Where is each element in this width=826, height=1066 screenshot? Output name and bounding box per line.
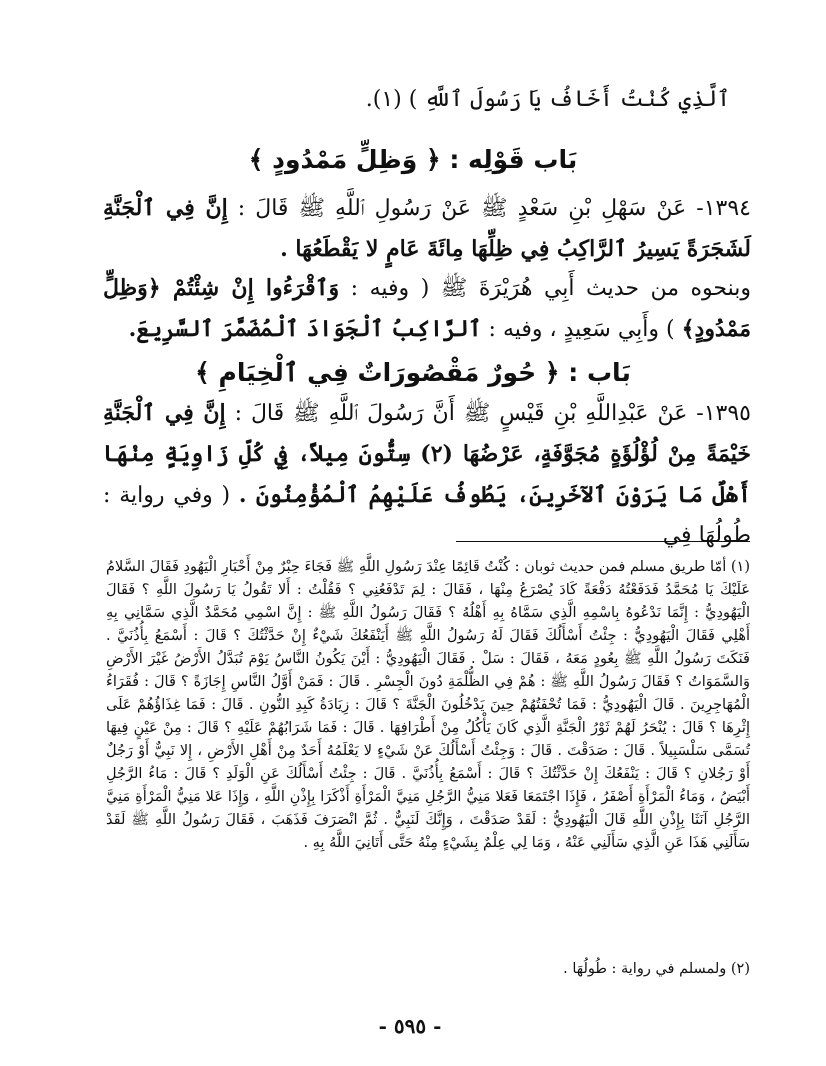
hadith-1395-intro: ١٣٩٥- عَنْ عَبْدِاللَّهِ بْنِ قَيْسٍ ﷺ أَنَّ رَسُولَ ٱللَّهِ ﷺ قَالَ : [225, 401, 751, 426]
footnote-divider [456, 541, 750, 542]
footnote-1: (١) أمّا طريق مسلم فمن حديث ثوبان : كُنْتُ قَائِمًا عِنْدَ رَسُولِ اللَّهِ ﷺ فَجَاءَ حِبْرٌ مِنْ أَحْبَارِ الْيَهُودِ فَقَالَ السَّلامُ عَلَيْكَ يَا مُحَمَّدُ فَدَفَعْتُهُ دَفْعَةً كَادَ يُصْرَعُ مِنْهَا ، فَقَالَ : لِمَ تَدْفَعُنِي ؟ فَقُلْتُ : أَلا تَقُولُ يَا رَسُولَ اللَّهِ ؟ فَقَالَ الْيَهُودِيُّ : إِنَّمَا نَدْعُوهُ بِاسْمِهِ الَّذِي سَمَّاهُ بِهِ أَهْلُهُ ؟ فَقَالَ رَسُولُ اللَّهِ ﷺ : إِنَّ اسْمِي مُحَمَّدٌ الَّذِي سَمَّانِي بِهِ أَهْلِي فَقَالَ الْيَهُودِيُّ : جِئْتُ أَسْأَلُكَ فَقَالَ لَهُ رَسُولُ اللَّهِ ﷺ أَيَنْفَعُكَ شَيْءٌ إِنْ حَدَّثْتُكَ ؟ قَالَ : أَسْمَعُ بِأُذُنَيَّ . فَنَكَتَ رَسُولُ اللَّهِ ﷺ بِعُودٍ مَعَهُ ، فَقَالَ : سَلْ . فَقَالَ الْيَهُودِيُّ : أَيْنَ يَكُونُ النَّاسُ يَوْمَ تُبَدَّلُ الأَرْضُ غَيْرَ الأَرْضِ وَالسَّمَوَاتُ ؟ فَقَالَ رَسُولُ اللَّهِ ﷺ : هُمْ فِي الظُّلْمَةِ دُونَ الْجِسْرِ . قَالَ : فَمَنْ أَوَّلُ النَّاسِ إِجَازَةً ؟ قَالَ : فُقَرَاءُ الْمُهَاجِرِينَ . قَالَ الْيَهُودِيُّ : فَمَا تُحْفَتُهُمْ حِينَ يَدْخُلُونَ الْجَنَّةَ ؟ قَالَ : زِيَادَةُ كَبِدِ النُّونِ . قَالَ : فَمَا غِذَاؤُهُمْ عَلَى إِثْرِهَا ؟ قَالَ : يُنْحَرُ لَهُمْ ثَوْرُ الْجَنَّةِ الَّذِي كَانَ يَأْكُلُ مِنْ أَطْرَافِهَا . قَالَ : فَمَا شَرَابُهُمْ عَلَيْهِ ؟ قَالَ : مِنْ عَيْنٍ فِيهَا تُسَمَّى سَلْسَبِيلاً . قَالَ : صَدَقْتَ . قَالَ : وَجِئْتُ أَسْأَلُكَ عَنْ شَيْءٍ لا يَعْلَمُهُ أَحَدٌ مِنْ أَهْلِ الأَرْضِ ، إِلا نَبِيٌّ أَوْ رَجُلٌ أَوْ رَجُلانِ ؟ قَالَ : يَنْفَعُكَ إِنْ حَدَّثْتُكَ ؟ قَالَ : أَسْمَعُ بِأُذُنَيَّ . قَالَ : جِئْتُ أَسْأَلُكَ عَنِ الْوَلَدِ ؟ قَالَ : مَاءُ الرَّجُلِ أَبْيَضُ ، وَمَاءُ الْمَرْأَةِ أَصْفَرُ ، فَإِذَا اجْتَمَعَا فَعَلا مَنِيُّ الرَّجُلِ مَنِيَّ الْمَرْأَةِ أَذْكَرَا بِإِذْنِ اللَّهِ ، وَإِذَا عَلا مَنِيُّ الْمَرْأَةِ مَنِيَّ الرَّجُلِ آنَثَا بِإِذْنِ اللَّهِ قَالَ الْيَهُودِيُّ : لَقَدْ صَدَقْتَ ، وَإِنَّكَ لَنَبِيٌّ . ثُمَّ انْصَرَفَ فَذَهَبَ ، فَقَالَ رَسُولُ اللَّهِ ﷺ لَقَدْ سَأَلَنِي هَذَا عَنِ الَّذِي سَأَلَنِي عَنْهُ ، وَمَا لِي عِلْمٌ بِشَيْءٍ مِنْهُ حَتَّى أَتَانِيَ اللَّهُ بِهِ . [106, 559, 750, 851]
hadith-1394 [103, 188, 751, 270]
chapter-heading-houris: بَاب : ﴿ حُورٌ مَقْصُورَاتٌ فِي ٱلْخِيَامِ ﴾ [195, 358, 631, 387]
variant-note-verse: وَٱقْرَءُوا إِنْ شِئْتُمْ ﴿وَظِلٍّ مَمْدُودٍ﴾ [103, 275, 751, 342]
footnote-2: (٢) ولمسلم في رواية : طُولُهَا . [563, 961, 750, 977]
variant-note-part-2: ) وأَبِي سَعِيدٍ ، وفيه : [481, 317, 682, 342]
hadith-1395-tail: ( وفي رواية : طُولُهَا فِي [103, 483, 751, 548]
hadith-1394-variant-note [103, 268, 751, 350]
variant-note-part-1: وبنحوه من حديث أَبِي هُرَيْرَةَ ﷺ ( وفيه : [339, 276, 751, 301]
page-number: - ٥٩٥ - [378, 1014, 442, 1038]
continuation-line: ٱلَّذِي كُنْتُ أَخَافُ يَا رَسُولَ ٱللَّهِ ) (١). [365, 87, 730, 112]
variant-note-text: ٱلرَّاكِبُ ٱلْجَوَادَ ٱلْمُضَمَّرَ ٱلسَّرِيعَ. [128, 316, 482, 342]
chapter-heading-shade: بَاب قَوْلِه : ﴿ وَظِلٍّ مَمْدُودٍ ﴾ [248, 145, 578, 174]
hadith-1394-text: إِنَّ فِي ٱلْجَنَّةِ لَشَجَرَةً يَسِيرُ ٱلرَّاكِبُ فِي ظِلِّهَا مِائَةَ عَامٍ لا يَقْطَعُهَا . [103, 195, 751, 262]
hadith-1395-text: إِنَّ فِي ٱلْجَنَّةِ خَيْمَةً مِنْ لُؤْلُؤَةٍ مُجَوَّفَةٍ، عَرْضُهَا (٢) سِتُّونَ مِيلاً، فِي كُلِّ زَاوِيَةٍ مِنْهَا أَهْلٌ مَا يَرَوْنَ ٱلآخَرِينَ، يَطُوفُ عَلَيْهِمُ ٱلْمُؤْمِنُونَ . [103, 400, 751, 508]
hadith-1394-intro: ١٣٩٤- عَنْ سَهْلِ بْنِ سَعْدٍ ﷺ عَنْ رَسُولِ ٱللَّهِ ﷺ قَالَ : [227, 196, 751, 221]
hadith-1395 [103, 393, 751, 556]
